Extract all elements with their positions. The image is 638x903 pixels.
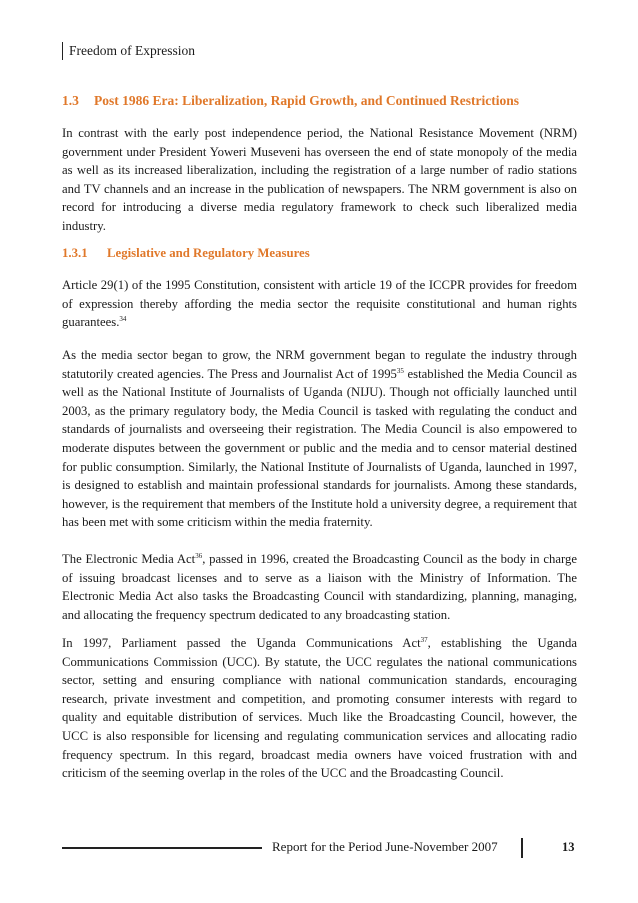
subsection-number: 1.3.1 [62,246,88,260]
paragraph-electronic-media-act [62,550,577,624]
page-number: 13 [562,840,575,854]
subsection-title: Legislative and Regulatory Measures [107,246,310,260]
section-title: Post 1986 Era: Liberalization, Rapid Growth, and Continued Restrictions [94,93,520,108]
paragraph-text: established the Media Council as well as the National Institute of Journalists of Uganda (NIJU). Though not officially launched until 2003, as the primary regulatory body, the Media Council is tasked with regulating the conduct and standards of journalists and overseeing their registration. The Media Council is also empowered to moderate disputes between the government or public and the media and to censor material destined for public consumption. Similarly, the National Institute of Journalists of Uganda, launched in 1997, is designed to establish and maintain professional standards for journalists. Among these standards, however, is the requirement that members of the Institute hold a university degree, a requirement that has been met with some criticism within the media fraternity. [62,366,577,530]
footer-separator [521,838,523,858]
footer-report-period: Report for the Period June-November 2007 [272,839,498,854]
footer-rule [62,847,262,849]
section-heading [62,92,582,110]
running-header: Freedom of Expression [62,42,195,60]
footnote-ref-34[interactable]: 34 [119,315,127,324]
footnote-ref-35[interactable]: 35 [396,366,404,375]
footnote-ref-37[interactable]: 37 [420,636,428,644]
paragraph-text: Article 29(1) of the 1995 Constitution, consistent with article 19 of the ICCPR provides for freedom of expression thereby affording the media sector the requisite constitutional and human rights guarantees. [62,278,577,330]
section-number: 1.3 [62,93,79,108]
paragraph-communications-act [62,634,577,783]
paragraph-text: , passed in 1996, created the Broadcasting Council as the body in charge of issuing broadcast licenses and to serve as a liaison with the Ministry of Information. The Electronic Media Act also tasks the Broadcasting Council with standardizing, planning, managing, and allocating the frequency spectrum dedicated to any broadcasting station. [62,552,577,622]
subsection-heading [62,244,582,262]
paragraph-text: In 1997, Parliament passed the Uganda Communications Act [62,636,421,650]
paragraph-intro: In contrast with the early post independence period, the National Resistance Movement (NRM) government under President Yoweri Museveni has overseen the end of state monopoly of the media as well as its increased liberalization, including the registration of a large number of radio stations and TV channels and an increase in the publication of newspapers. The NRM government is also on record for introducing a diverse media regulatory framework to check such liberalized media industry. [62,126,577,233]
paragraph-text: The Electronic Media Act [62,552,196,566]
paragraph-constitution [62,276,577,332]
paragraph-press-act [62,346,577,532]
footnote-ref-36[interactable]: 36 [195,552,203,560]
paragraph-text: , establishing the Uganda Communications Commission (UCC). By statute, the UCC regulates the national communications sector, setting and ensuring compliance with national communication standards, encouraging research, private investment and competition, and promoting consumer interests with regard to quality and equitable distribution of services. Much like the Broadcasting Council, however, the UCC is also responsible for licensing and regulating communication services and allocating radio frequency spectrum. In this regard, broadcast media owners have voiced frustration with and criticism of the seeming overlap in the roles of the UCC and the Broadcasting Council. [62,636,578,781]
paragraph-text: As the media sector began to grow, the NRM government began to regulate the industry through statutorily created agencies. The Press and Journalist Act of 1995 [62,348,577,381]
